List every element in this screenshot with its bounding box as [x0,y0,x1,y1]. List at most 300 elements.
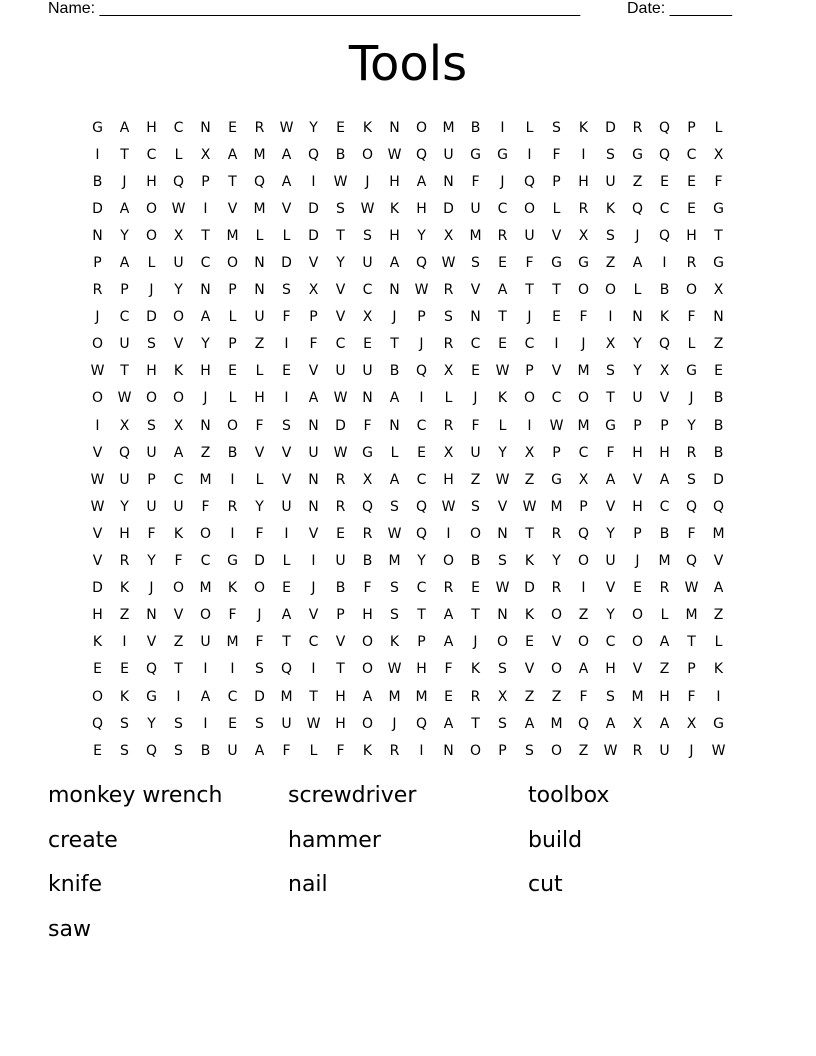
grid-letter: E [336,119,345,136]
grid-letter: V [335,634,346,651]
grid-letter: O [550,661,563,678]
word-bank [48,776,768,954]
grid-letter: Q [415,498,428,515]
grid-letter: P [687,119,696,136]
grid-letter: S [390,607,399,624]
grid-letter: S [120,715,129,732]
grid-letter: D [335,417,346,434]
grid-letter: M [199,580,212,597]
grid-letter: K [173,363,184,380]
grid-letter: F [255,417,264,434]
grid-letter: C [551,390,562,407]
grid-letter: M [577,417,590,434]
grid-letter: A [281,173,292,190]
grid-letter: X [578,227,589,244]
grid-letter: N [497,607,508,624]
grid-letter: V [92,553,103,570]
grid-letter: V [713,553,724,570]
grid-letter: V [308,525,319,542]
grid-letter: Q [658,119,671,136]
grid-letter: M [550,498,563,515]
grid-letter: N [389,417,400,434]
grid-letter: O [172,309,185,326]
grid-letter: Y [633,336,642,353]
grid-letter: U [281,715,292,732]
grid-letter: Q [658,227,671,244]
grid-letter: U [119,336,130,353]
grid-letter: N [308,417,319,434]
grid-letter: V [92,525,103,542]
grid-letter: G [551,255,562,272]
grid-letter: C [686,146,697,163]
grid-row [84,222,732,249]
grid-letter: X [173,227,184,244]
grid-letter: T [525,282,534,299]
grid-letter: T [390,336,399,353]
grid-letter: F [444,661,453,678]
grid-letter: X [686,715,697,732]
grid-letter: A [200,309,211,326]
grid-letter: J [689,742,694,759]
grid-letter: M [469,227,482,244]
grid-letter: Y [201,336,210,353]
grid-letter: V [335,282,346,299]
grid-letter: O [523,390,536,407]
grid-letter: Z [659,661,670,678]
grid-letter: O [469,742,482,759]
grid-letter: X [497,688,508,705]
grid-letter: G [146,688,157,705]
grid-letter: R [92,282,103,299]
grid-letter: O [550,607,563,624]
grid-letter: J [392,309,397,326]
grid-letter: M [253,200,266,217]
grid-letter: T [471,715,480,732]
grid-letter: O [226,255,239,272]
grid-letter: T [309,688,318,705]
grid-letter: U [119,471,130,488]
grid-letter: S [525,742,534,759]
grid-letter: G [362,444,373,461]
grid-letter: U [200,634,211,651]
word-bank-item: knife [48,872,103,897]
grid-letter: E [687,200,696,217]
grid-letter: U [335,553,346,570]
grid-letter: H [335,688,346,705]
grid-letter: K [524,553,535,570]
word-bank-item: nail [288,872,328,897]
grid-letter: S [498,553,507,570]
grid-letter: J [122,173,127,190]
grid-letter: A [119,255,130,272]
grid-letter: C [659,498,670,515]
grid-letter: O [145,227,158,244]
grid-letter: W [333,173,348,190]
grid-letter: J [500,173,505,190]
grid-letter: L [633,282,642,299]
grid-row [84,493,732,520]
grid-letter: J [419,336,424,353]
grid-letter: O [145,200,158,217]
grid-letter: B [227,444,238,461]
grid-letter: I [419,742,424,759]
grid-letter: V [308,255,319,272]
grid-letter: A [389,255,400,272]
grid-letter: S [471,255,480,272]
grid-letter: Q [685,553,698,570]
grid-letter: N [92,227,103,244]
grid-row [84,602,732,629]
grid-letter: V [281,471,292,488]
grid-letter: J [527,309,532,326]
name-field-label: Name: ______________________________________________________ [48,0,581,17]
grid-letter: F [309,336,318,353]
grid-letter: N [497,525,508,542]
grid-letter: N [443,173,454,190]
grid-letter: S [552,119,561,136]
grid-letter: W [387,146,402,163]
grid-letter: R [632,119,643,136]
grid-letter: Z [713,607,724,624]
grid-letter: S [282,417,291,434]
grid-letter: B [335,580,346,597]
grid-letter: Q [415,525,428,542]
grid-letter: F [174,553,183,570]
grid-letter: K [227,580,238,597]
grid-letter: R [335,471,346,488]
grid-letter: P [228,336,237,353]
grid-letter: I [311,173,316,190]
grid-row [84,710,732,737]
grid-letter: P [417,634,426,651]
grid-letter: L [498,417,507,434]
grid-letter: A [281,607,292,624]
grid-letter: O [361,146,374,163]
grid-letter: A [254,742,265,759]
grid-letter: R [686,255,697,272]
grid-letter: X [200,146,211,163]
grid-letter: S [606,363,615,380]
grid-letter: W [684,580,699,597]
grid-letter: W [387,525,402,542]
grid-letter: M [253,146,266,163]
grid-letter: K [119,580,130,597]
grid-letter: Q [280,661,293,678]
grid-letter: I [500,119,505,136]
grid-letter: O [91,688,104,705]
grid-letter: L [228,390,237,407]
grid-letter: O [361,661,374,678]
grid-letter: R [551,525,562,542]
grid-letter: N [254,255,265,272]
grid-letter: V [308,363,319,380]
grid-letter: W [333,390,348,407]
grid-letter: O [199,607,212,624]
grid-letter: C [119,309,130,326]
grid-letter: W [495,580,510,597]
word-bank-item: screwdriver [288,783,417,808]
word-bank-item: cut [528,872,563,897]
grid-letter: S [282,282,291,299]
grid-row [84,439,732,466]
grid-letter: K [362,742,373,759]
grid-letter: U [308,444,319,461]
grid-letter: H [659,688,670,705]
grid-letter: T [552,282,561,299]
grid-row [84,168,732,195]
grid-letter: I [581,146,586,163]
grid-letter: W [414,282,429,299]
grid-letter: L [255,363,264,380]
grid-letter: T [282,634,291,651]
grid-letter: B [470,119,481,136]
grid-letter: Y [417,227,426,244]
grid-letter: D [308,200,319,217]
grid-letter: W [90,363,105,380]
grid-letter: I [554,336,559,353]
grid-letter: U [254,309,265,326]
grid-letter: S [390,580,399,597]
grid-letter: U [227,742,238,759]
grid-letter: A [578,661,589,678]
grid-letter: F [363,417,372,434]
grid-letter: R [362,525,373,542]
grid-letter: F [579,309,588,326]
grid-letter: L [687,336,696,353]
grid-letter: K [659,309,670,326]
grid-letter: X [308,282,319,299]
grid-letter: T [525,525,534,542]
grid-letter: J [635,553,640,570]
grid-letter: R [443,580,454,597]
grid-letter: I [95,417,100,434]
grid-letter: W [522,498,537,515]
grid-letter: N [389,119,400,136]
grid-letter: Y [498,444,507,461]
grid-letter: R [443,282,454,299]
grid-letter: Q [631,200,644,217]
grid-letter: S [147,417,156,434]
grid-letter: C [416,471,427,488]
grid-letter: O [631,634,644,651]
grid-letter: K [524,607,535,624]
grid-letter: F [471,173,480,190]
grid-letter: J [257,607,262,624]
grid-letter: C [308,634,319,651]
grid-letter: H [659,444,670,461]
grid-letter: I [527,146,532,163]
grid-row [84,520,732,547]
grid-letter: H [92,607,103,624]
grid-letter: H [254,390,265,407]
grid-letter: M [712,525,725,542]
grid-letter: P [660,417,669,434]
grid-letter: O [577,634,590,651]
grid-letter: A [119,200,130,217]
grid-letter: M [658,553,671,570]
grid-letter: P [417,309,426,326]
grid-row [84,141,732,168]
grid-letter: B [659,525,670,542]
grid-letter: V [470,282,481,299]
grid-letter: F [255,525,264,542]
grid-letter: L [282,227,291,244]
grid-letter: U [443,146,454,163]
grid-letter: L [309,742,318,759]
grid-letter: I [446,525,451,542]
grid-letter: O [91,390,104,407]
grid-letter: M [226,227,239,244]
grid-letter: E [228,715,237,732]
grid-letter: R [497,227,508,244]
grid-letter: E [498,336,507,353]
grid-row [84,331,732,358]
grid-letter: A [362,688,373,705]
grid-letter: E [525,634,534,651]
grid-letter: Q [253,173,266,190]
grid-letter: F [201,498,210,515]
grid-letter: I [284,390,289,407]
grid-letter: I [716,688,721,705]
grid-letter: I [203,661,208,678]
grid-letter: T [336,227,345,244]
grid-letter: X [173,417,184,434]
grid-letter: A [281,146,292,163]
grid-letter: M [199,471,212,488]
grid-letter: G [605,417,616,434]
grid-letter: I [95,146,100,163]
grid-letter: R [443,336,454,353]
grid-letter: M [415,688,428,705]
grid-letter: C [200,553,211,570]
grid-letter: K [389,200,400,217]
grid-letter: N [200,119,211,136]
grid-letter: Z [470,471,481,488]
grid-letter: T [336,661,345,678]
grid-row [84,629,732,656]
grid-row [84,304,732,331]
grid-letter: V [173,336,184,353]
grid-letter: Z [551,688,562,705]
grid-letter: J [95,309,100,326]
grid-letter: E [228,119,237,136]
grid-letter: Y [147,715,156,732]
grid-letter: T [120,363,129,380]
grid-letter: S [174,715,183,732]
grid-letter: T [201,227,210,244]
grid-letter: E [417,444,426,461]
grid-letter: E [660,173,669,190]
grid-letter: N [308,471,319,488]
grid-letter: U [146,444,157,461]
grid-letter: F [714,173,723,190]
grid-letter: Z [524,471,535,488]
grid-letter: O [604,282,617,299]
grid-letter: T [714,227,723,244]
grid-letter: A [200,688,211,705]
grid-letter: P [552,444,561,461]
grid-letter: Y [606,607,615,624]
grid-letter: E [444,688,453,705]
grid-letter: F [687,525,696,542]
grid-letter: R [335,498,346,515]
grid-letter: N [389,282,400,299]
grid-letter: G [713,200,724,217]
grid-letter: I [419,390,424,407]
grid-letter: E [93,742,102,759]
grid-letter: F [525,255,534,272]
grid-letter: U [335,363,346,380]
grid-letter: M [577,363,590,380]
grid-letter: E [552,309,561,326]
grid-letter: D [713,471,724,488]
grid-letter: E [120,661,129,678]
grid-letter: L [714,119,723,136]
grid-letter: E [282,580,291,597]
grid-letter: Q [118,444,131,461]
grid-letter: Z [254,336,265,353]
grid-letter: K [389,634,400,651]
grid-letter: S [687,471,696,488]
grid-letter: V [551,227,562,244]
grid-letter: M [442,119,455,136]
grid-letter: F [687,688,696,705]
grid-letter: B [200,742,211,759]
grid-letter: J [581,336,586,353]
grid-letter: W [360,200,375,217]
grid-letter: Y [633,363,642,380]
grid-letter: Y [120,498,129,515]
grid-letter: O [145,390,158,407]
grid-letter: F [579,688,588,705]
grid-letter: F [147,525,156,542]
grid-letter: H [200,363,211,380]
grid-letter: P [633,525,642,542]
grid-letter: I [284,336,289,353]
grid-letter: V [173,607,184,624]
grid-letter: E [282,363,291,380]
grid-letter: S [255,715,264,732]
grid-letter: V [632,471,643,488]
grid-letter: S [120,742,129,759]
grid-letter: H [119,525,130,542]
grid-letter: P [228,282,237,299]
grid-letter: C [524,336,535,353]
grid-letter: O [91,336,104,353]
grid-letter: R [227,498,238,515]
grid-letter: D [92,580,103,597]
grid-letter: B [92,173,103,190]
grid-letter: R [551,580,562,597]
grid-letter: O [361,715,374,732]
grid-letter: I [230,525,235,542]
grid-letter: X [443,444,454,461]
grid-letter: X [713,146,724,163]
grid-letter: V [497,498,508,515]
grid-letter: R [686,444,697,461]
grid-letter: I [203,715,208,732]
grid-letter: U [470,200,481,217]
grid-letter: W [171,200,186,217]
grid-letter: S [147,336,156,353]
grid-row [84,737,732,764]
grid-letter: A [659,471,670,488]
grid-letter: H [578,173,589,190]
grid-letter: A [659,715,670,732]
grid-letter: D [254,688,265,705]
grid-letter: K [119,688,130,705]
grid-letter: B [713,444,724,461]
